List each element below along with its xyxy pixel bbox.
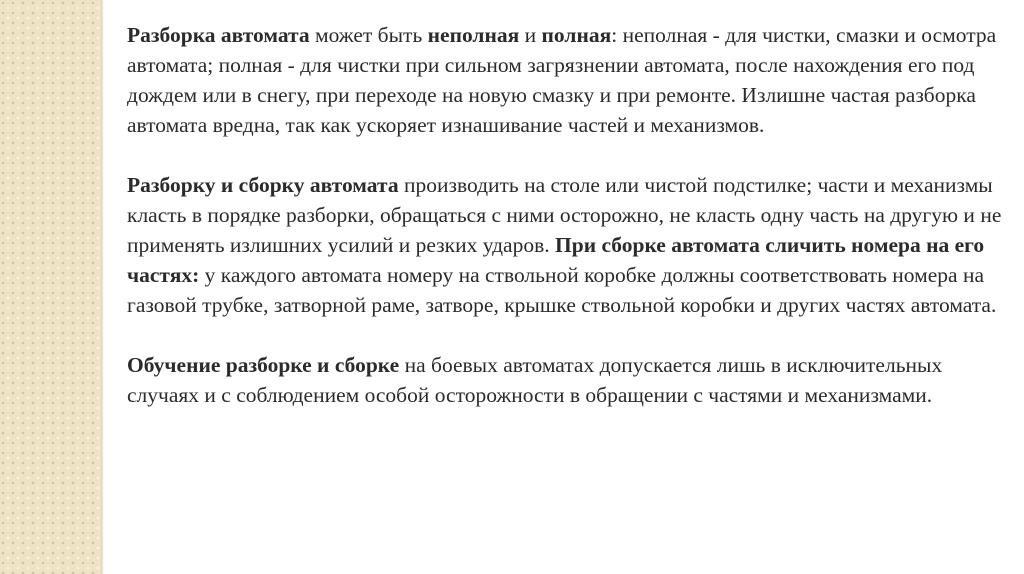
- paragraph-training: [127, 350, 1007, 410]
- bold-text: неполная: [427, 23, 520, 47]
- bold-text: полная: [541, 23, 612, 47]
- paragraph-disassembly-types: [127, 20, 1007, 140]
- bold-text: Обучение разборке и сборке: [127, 353, 400, 377]
- side-divider: [101, 0, 104, 574]
- text: на боевых автоматах допускается лишь в исключительных случаях и с соблюдением особой осторожности в обращении с частями и механизмами.: [127, 353, 943, 407]
- text: у каждого автомата номеру на ствольной коробке должны соответствовать номера на газовой трубке, затворной раме, затворе, крышке ствольной коробки и других частях автомата.: [127, 263, 997, 317]
- slide-text-body: [127, 20, 1007, 440]
- bold-text: Разборку и сборку автомата: [127, 173, 399, 197]
- bold-text: При сборке автомата сличить номера на его частях:: [127, 233, 985, 287]
- text: и: [519, 23, 542, 47]
- decorative-texture-strip: [0, 0, 101, 574]
- paragraph-assembly-rules: [127, 170, 1007, 320]
- text: может быть: [309, 23, 428, 47]
- text: : неполная - для чистки, смазки и осмотра автомата; полная - для чистки при сильном загрязнении автомата, после нахождения его под дождем или в снегу, при переходе на новую смазку и при ремонте. Излишне частая разборка автомата вредна, так как ускоряет изнашивание частей и механизмов.: [127, 23, 997, 137]
- bold-text: Разборка автомата: [127, 23, 310, 47]
- text: производить на столе или чистой подстилке; части и механизмы класть в порядке разборки, обращаться с ними осторожно, не класть одну часть на другую и не применять излишних усилий и резких ударов.: [127, 173, 1002, 257]
